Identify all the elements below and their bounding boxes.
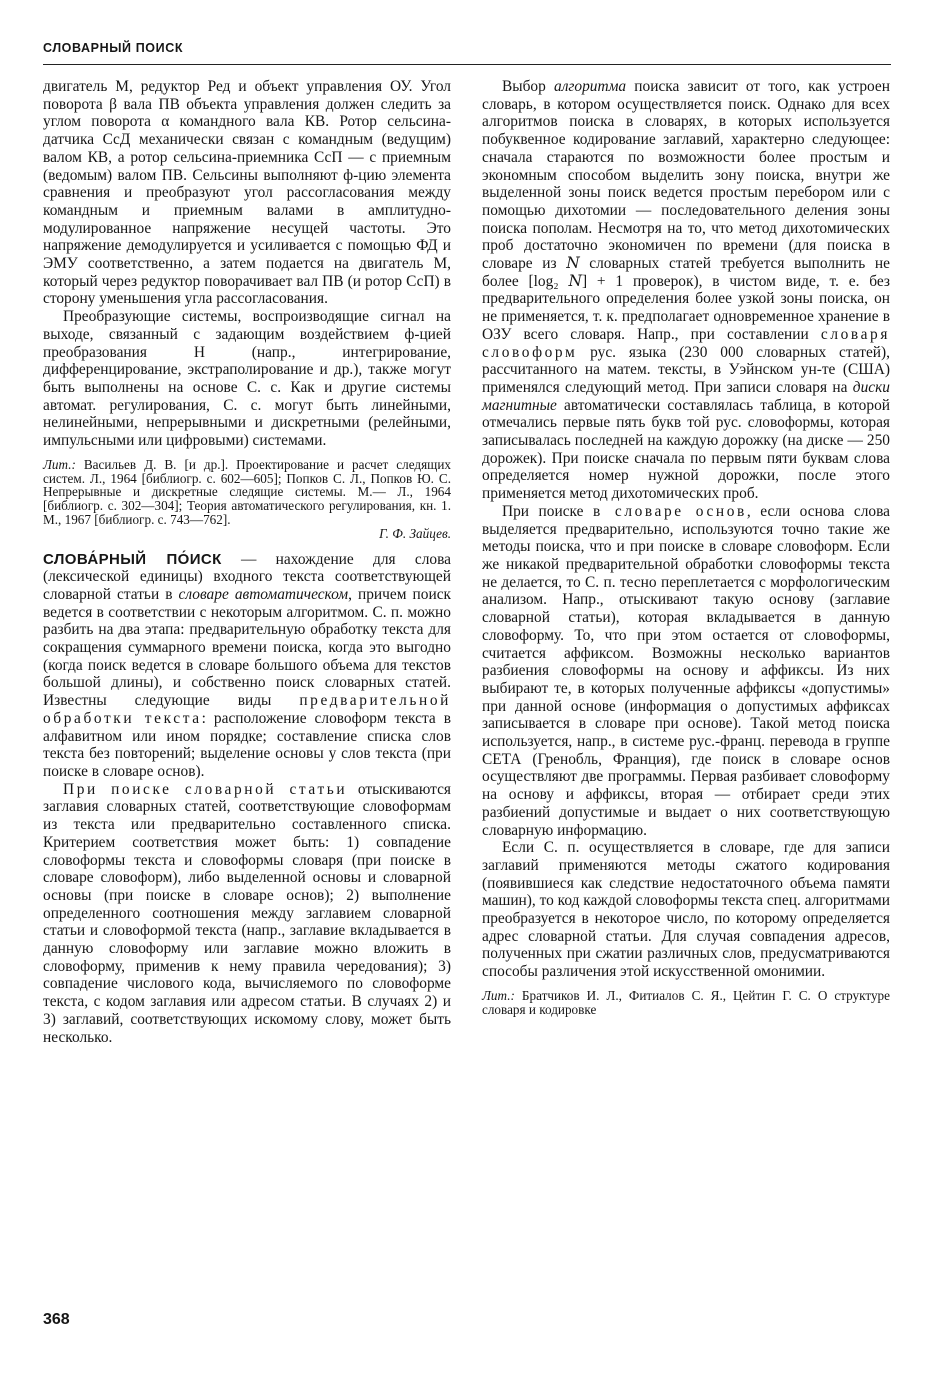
spaced-term: предварительной обработки текста (43, 692, 451, 727)
lit-text: Васильев Д. В. [и др.]. Проектирование и расчет следящих систем. Л., 1964 [библиогр. с. 602—605]; Попков С. Л., Попков Ю. С. Непрерывные и дискретные следящие системы. М.— Л., 1964 [библиогр. с. 302—304]; Теория автоматического регулирования, кн. 1. М., 1967 [библиогр. с. 743—762]. (43, 456, 451, 527)
paragraph (43, 781, 451, 1047)
text-segment: поиска зависит от того, как устроен словарь, в котором осуществляется поиск. Однако для всех алгоритмов поиска в словарях, в которых используется побуквенное кодирование заглавий, характерно следующее: сначала стараются по возможности более простым и экономным способом выделить зону поиска, внутри же выделенной зоны поиск ведется простым перебором или с помощью дихотомии — последовательного деления зоны поиска пополам. Несмотря на то, что метод дихотомических проб достаточно экономичен по времени (для поиска в словаре из 𝑁 словарных статей требуется выполнить не более [log₂ 𝑁] + 1 проверок), в чистом виде, т. е. без предварительного определения более узкой зоны поиска, он не применяется, т. к. предполагает одновременное хранение в ОЗУ всего словаря. Напр., при составлении (482, 78, 890, 343)
page-number: 368 (43, 1311, 70, 1328)
spaced-term: словаря словоформ (482, 325, 890, 361)
text-segment: отыскиваются заглавия словарных статей, соответствующие словоформам из текста или предварительно составленного списка. Критерием соответствия может быть: 1) совпадение словоформы текста и словоформы словаря (при поиске в словаре словоформ), либо выделенной основы и словарной основы (при поиске в словаре основ); 2) выполнение определенного соотношения между заглавием словарной статьи и словоформой текста (напр., заглавие вкладывается в данную словоформу или заглавие можно вложить в словоформу, применив к нему правила чередования); 3) совпадение числового кода, вычисляемого по словоформе текста, с кодом заглавия или адресом статьи. В случаях 2) и 3) заглавий, соответствующих искомому слову, может быть несколько. (43, 780, 451, 1046)
author-signature: Г. Ф. Зайцев. (379, 525, 451, 541)
lit-label: Лит.: (482, 987, 515, 1003)
text-segment: рус. языка (230 000 словарных статей), рассчитанного на матем. тексты, в Уэйнском ун-те (США) применялся следующий метод. При записи словаря на (482, 343, 890, 396)
entry-title: СЛОВА́РНЫЙ ПО́ИСК (43, 550, 222, 568)
italic-term: алгоритма (554, 78, 627, 95)
lit-text: Братчиков И. Л., Фитиалов С. Я., Цейтин Г. С. О структуре словаря и кодировке (482, 987, 891, 1017)
text-segment: — нахождение для слова (лексической единицы) входного текста соответствующей словарной статьи в (43, 550, 452, 603)
spaced-term: При поиске словарной статьи (63, 780, 348, 798)
literature-block (482, 989, 890, 1017)
running-header: СЛОВАРНЫЙ ПОИСК (43, 41, 184, 55)
paragraph: Преобразующие системы, воспроизводящие сигнал на выходе, связанный с задающим воздействием ф-цией преобразования H (напр., интегрирование, дифференцирование, экстраполирование и др.), также могут быть выполнены на основе С. с. Как и другие системы автомат. регулирования, С. с. могут быть линейными, нелинейными, непрерывными и дискретными (релейными, импульсными или цифровыми) системами. (43, 308, 451, 450)
paragraph: двигатель М, редуктор Ред и объект управления ОУ. Угол поворота β вала ПВ объекта управления должен следить за углом поворота α командного вала КВ. Ротор сельсина-датчика СсД механически связан с командным (ведущим) валом КВ, а ротор сельсина-приемника СсП — с приемным (ведомым) валом ПВ. Сельсины выполняют ф-цию элемента сравнения и преобразуют угол рассогласования между командным и приемным валами в амплитудно-модулированное напряжение несущей частоты. Это напряжение демодулируется и усиливается с помощью ФД и ЭМУ соответственно, а затем подается на двигатель М, который через редуктор поворачивает вал ПВ (и ротор СсП) в сторону уменьшения угла рассогласования. (43, 78, 451, 308)
lit-label: Лит.: (43, 456, 76, 472)
left-column (43, 78, 451, 1046)
entry-paragraph (43, 551, 451, 781)
italic-term: диски магнитные (482, 378, 890, 414)
paragraph: Если С. п. осуществляется в словаре, где для записи заглавий применяются методы сжатого кодирования (появившиеся как следствие недостаточного объема памяти машин), то код каждой словоформы текста спец. алгоритмами преобразуется в некоторое число, по которому определяется адрес словарной статьи. Для случая совпадения адресов, полученных при сжатии различных слов, предусматриваются способы различения этой искусственной омонимии. (482, 839, 891, 981)
header-rule (43, 64, 891, 65)
spaced-term: в словаре основ (592, 502, 747, 520)
literature-block (43, 458, 451, 527)
italic-term: словаре автоматическом (178, 585, 349, 603)
right-column (482, 78, 890, 1016)
text-segment: Выбор (502, 78, 554, 95)
paragraph (482, 503, 890, 839)
text-segment: , причем поиск ведется в соответствии с некоторым алгоритмом. С. п. можно разбить на два этапа: предварительную обработку текста для сокращения суммарного времени поиска, когда это выгодно (когда поиск ведется в словаре большого объема для текстов большой длины), и собственно поиск словарных статей. Известны следующие виды (43, 585, 451, 710)
text-segment: автоматически составлялась таблица, в которой отмечались первые пять букв той рус. словоформы, которая записывалась последней на каждую дорожку (на диске — 250 дорожек). При поиске сначала по первым пяти буквам слова определяется номер нужной дорожки, после этого применяется метод дихотомических проб. (482, 396, 890, 503)
paragraph (482, 78, 890, 503)
text-segment: При поиске (502, 502, 593, 520)
text-segment: : расположение словоформ текста в алфавитном или ином порядке; составление списка слов текста без повторений; выделение основы у слов текста (при поиске в словаре основ). (43, 709, 451, 780)
text-segment: , если основа слова выделяется предварительно, используются точно такие же методы поиска, что и при поиске в словаре словоформ. Если же никакой предварительной обработки словоформы текста не делается, то С. п. тесно переплетается с морфологическим анализом. Напр., отыскивают такую основу (заглавие словарной статьи), которая вкладывается в данную словоформу. То, что при этом остается от словоформы, считается аффиксом. Возможны несколько вариантов разбиения словоформы на основу и аффиксы. Из них выбирают те, в которых полученные аффиксы «допустимы» при данной основе (информация о допустимых аффиксах записывается в словаре при основе). Такой метод поиска используется, напр., в системе рус.-франц. перевода в группе СЕТА (Гренобль, Франция), где поиск в словаре основ осуществляют две программы. Первая разбивает словоформу на основу и аффиксы, вторая — отбирает среди этих разбиений допустимые и выдает о них соответствующую словарную информацию. (482, 502, 890, 839)
